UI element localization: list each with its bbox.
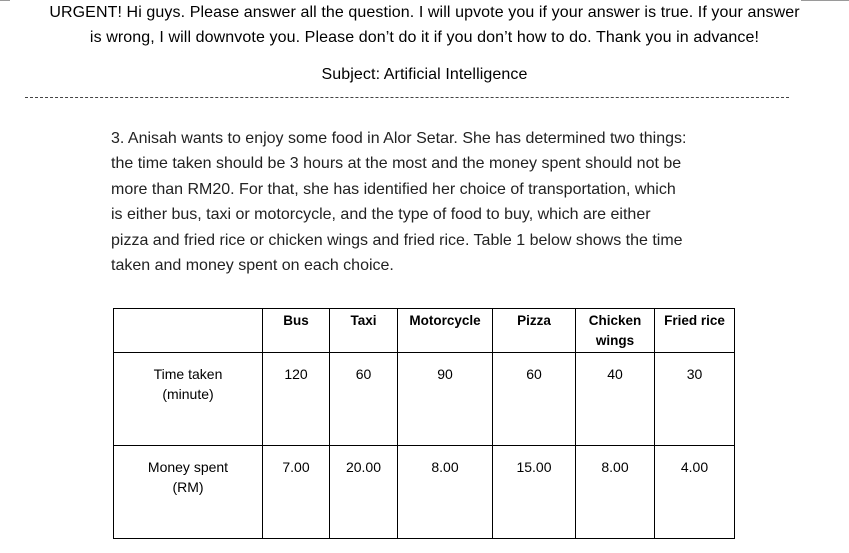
cell-money-bus: 7.00 <box>263 446 330 539</box>
cell-money-chicken-wings: 8.00 <box>576 446 655 539</box>
header-cell-pizza: Pizza <box>493 309 576 353</box>
question-line: is either bus, taxi or motorcycle, and the type of food to buy, which are either <box>111 206 651 223</box>
question-line: pizza and fried rice or chicken wings and fried rice. Table 1 below shows the time <box>111 232 683 249</box>
time-money-table <box>113 308 735 539</box>
top-border-left <box>0 0 10 1</box>
post-header-line-2: is wrong, I will downvote you. Please don’t do it if you don’t how to do. Thank you in advance! <box>89 29 760 46</box>
header-cell-motorcycle: Motorcycle <box>398 309 493 353</box>
cell-money-pizza: 15.00 <box>493 446 576 539</box>
row-label-time: Time taken (minute) <box>114 353 263 446</box>
table-row-money <box>114 446 735 539</box>
cell-money-taxi: 20.00 <box>330 446 398 539</box>
header-cell-empty <box>114 309 263 353</box>
header-cell-fried-rice: Fried rice <box>655 309 735 353</box>
row-label-money: Money spent (RM) <box>114 446 263 539</box>
table-row-time <box>114 353 735 446</box>
header-cell-chicken-wings: Chicken wings <box>576 309 655 353</box>
cell-time-motorcycle: 90 <box>398 353 493 446</box>
header-cell-bus: Bus <box>263 309 330 353</box>
cell-money-motorcycle: 8.00 <box>398 446 493 539</box>
subject-line: Subject: Artificial Intelligence <box>321 66 528 83</box>
cell-time-bus: 120 <box>263 353 330 446</box>
top-border-right <box>801 0 849 1</box>
cell-time-pizza: 60 <box>493 353 576 446</box>
header-cell-taxi: Taxi <box>330 309 398 353</box>
post-header-line-1: URGENT! Hi guys. Please answer all the question. I will upvote you if your answer is true. If your answer <box>49 4 800 21</box>
table-header-row <box>114 309 735 353</box>
cell-time-taxi: 60 <box>330 353 398 446</box>
question-line: taken and money spent on each choice. <box>111 257 394 274</box>
cell-time-chicken-wings: 40 <box>576 353 655 446</box>
question-line: the time taken should be 3 hours at the most and the money spent should not be <box>111 155 682 172</box>
question-line: more than RM20. For that, she has identified her choice of transportation, which <box>111 181 676 198</box>
question-line: 3. Anisah wants to enjoy some food in Alor Setar. She has determined two things: <box>111 130 687 147</box>
cell-time-fried-rice: 30 <box>655 353 735 446</box>
dashed-divider <box>25 97 789 98</box>
cell-money-fried-rice: 4.00 <box>655 446 735 539</box>
